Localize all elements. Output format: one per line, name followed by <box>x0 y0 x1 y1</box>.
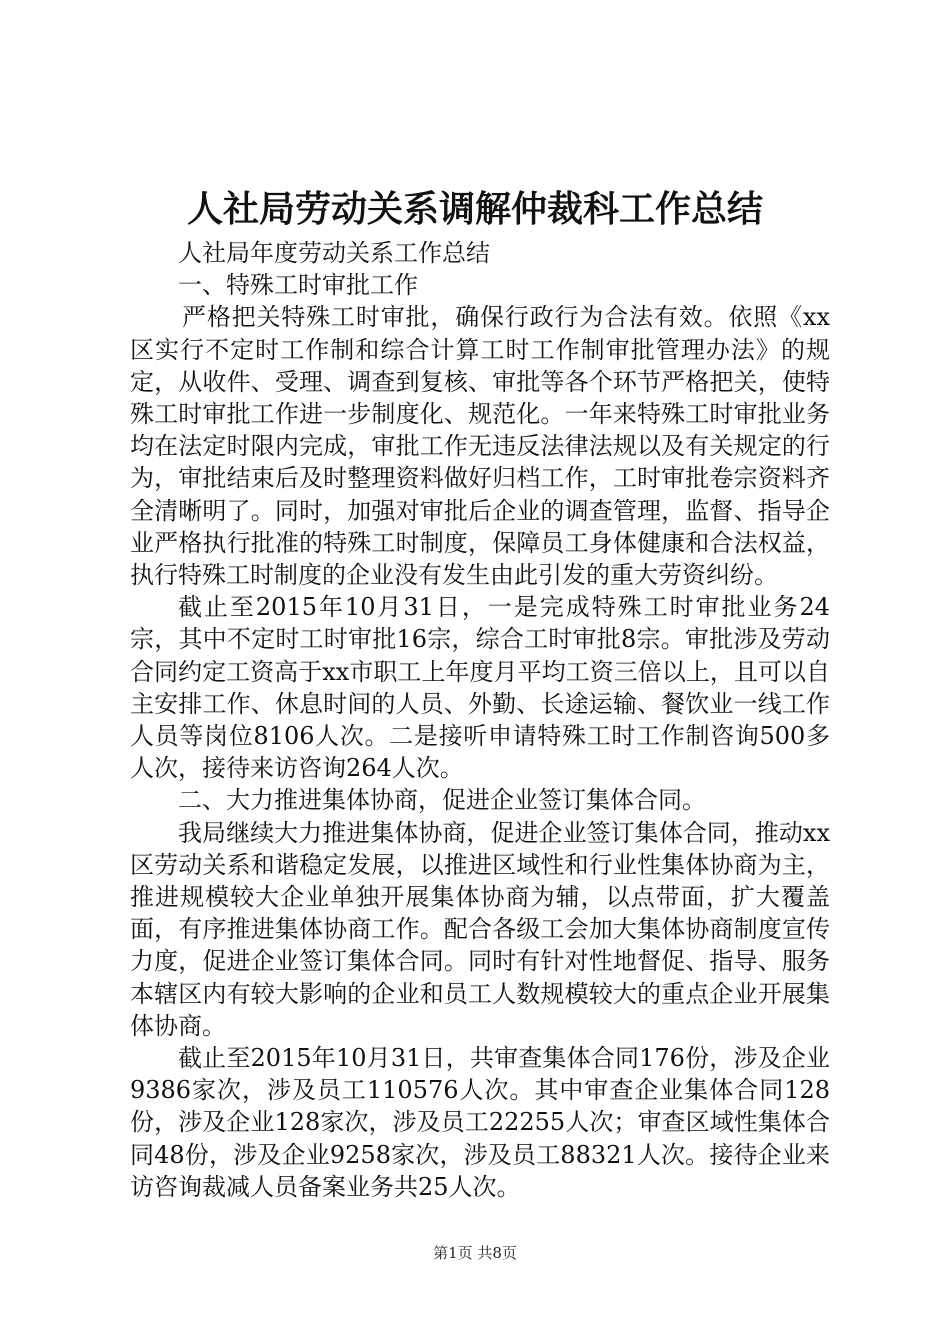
document-title: 人社局劳动关系调解仲裁科工作总结 <box>186 188 763 230</box>
section-heading-1: 一、特殊工时审批工作 <box>178 271 418 300</box>
document-body <box>130 237 830 1203</box>
section-heading-2: 二、大力推进集体协商，促进企业签订集体合同。 <box>178 786 706 815</box>
page-number-footer: 第1页 共8页 <box>433 1244 517 1262</box>
body-paragraph: 严格把关特殊工时审批，确保行政行为合法有效。依照《xx区实行不定时工作制和综合计算工时工作制审批管理办法》的规定，从收件、受理、调查到复核、审批等各个环节严格把关，使特殊工时审批工作进一步制度化、规范化。一年来特殊工时审批业务均在法定时限内完成，审批工作无违反法律法规以及有关规定的行为，审批结束后及时整理资料做好归档工作，工时审批卷宗资料齐全清晰明了。同时，加强对审批后企业的调查管理，监督、指导企业严格执行批准的特殊工时制度，保障员工身体健康和合法权益，执行特殊工时制度的企业没有发生由此引发的重大劳资纠纷。 <box>130 303 830 590</box>
body-paragraph: 我局继续大力推进集体协商，促进企业签订集体合同，推动xx区劳动关系和谐稳定发展，以推进区域性和行业性集体协商为主，推进规模较大企业单独开展集体协商为辅，以点带面，扩大覆盖面，有序推进集体协商工作。配合各级工会加大集体协商制度宣传力度，促进企业签订集体合同。同时有针对性地督促、指导、服务本辖区内有较大影响的企业和员工人数规模较大的重点企业开展集体协商。 <box>130 818 830 1040</box>
subtitle-paragraph: 人社局年度劳动关系工作总结 <box>178 239 490 267</box>
body-paragraph: 截止至2015年10月31日，一是完成特殊工时审批业务24宗，其中不定时工时审批16宗，综合工时审批8宗。审批涉及劳动合同约定工资高于xx市职工上年度月平均工资三倍以上，且可以自主安排工作、休息时间的人员、外勤、长途运输、餐饮业一线工作人员等岗位8106人次。二是接听申请特殊工时工作制咨询500多人次，接待来访咨询264人次。 <box>130 593 830 783</box>
body-paragraph: 截止至2015年10月31日，共审查集体合同176份，涉及企业9386家次，涉及员工110576人次。其中审查企业集体合同128份，涉及企业128家次，涉及员工22255人次；审查区域性集体合同48份，涉及企业9258家次，涉及员工88321人次。接待企业来访咨询裁减人员备案业务共25人次。 <box>130 1044 830 1201</box>
